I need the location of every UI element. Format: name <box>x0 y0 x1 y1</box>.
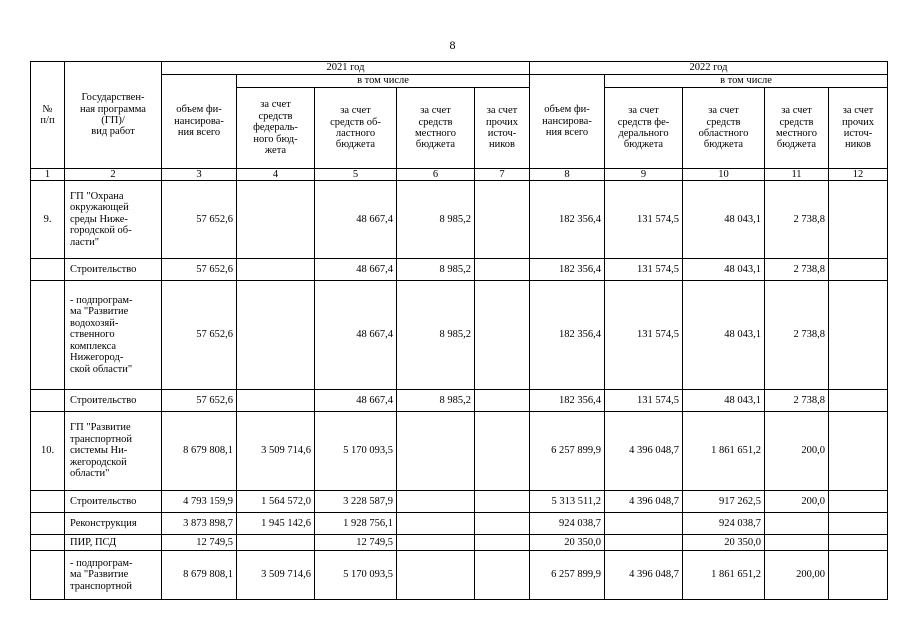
row-name: Строительство <box>65 491 162 513</box>
value-cell: 48 043,1 <box>683 281 765 390</box>
value-cell: 57 652,6 <box>162 181 237 259</box>
value-cell <box>475 259 530 281</box>
value-cell: 57 652,6 <box>162 390 237 412</box>
column-number: 2 <box>65 169 162 181</box>
value-cell: 2 738,8 <box>765 181 829 259</box>
row-name: ГП "Развитие транспортной системы Ни- жегородской области" <box>65 412 162 491</box>
table-row <box>31 535 888 551</box>
value-cell: 8 679 808,1 <box>162 551 237 600</box>
header-program: Государствен- ная программа (ГП)/ вид работ <box>65 62 162 169</box>
value-cell <box>829 181 888 259</box>
value-cell <box>397 551 475 600</box>
value-cell: 8 985,2 <box>397 281 475 390</box>
value-cell: 5 170 093,5 <box>315 551 397 600</box>
column-number: 4 <box>237 169 315 181</box>
value-cell: 2 738,8 <box>765 259 829 281</box>
value-cell <box>397 491 475 513</box>
value-cell: 6 257 899,9 <box>530 412 605 491</box>
value-cell <box>237 259 315 281</box>
value-cell <box>829 259 888 281</box>
column-number: 6 <box>397 169 475 181</box>
row-number <box>31 390 65 412</box>
value-cell: 6 257 899,9 <box>530 551 605 600</box>
header-num: № п/п <box>31 62 65 169</box>
header-2022-local: за счет средств местного бюджета <box>765 88 829 169</box>
header-2022-including: в том числе <box>605 75 888 88</box>
row-number <box>31 491 65 513</box>
value-cell: 3 509 714,6 <box>237 551 315 600</box>
row-number: 10. <box>31 412 65 491</box>
header-2021-including: в том числе <box>237 75 530 88</box>
value-cell: 131 574,5 <box>605 259 683 281</box>
value-cell: 4 396 048,7 <box>605 551 683 600</box>
value-cell: 3 873 898,7 <box>162 513 237 535</box>
value-cell <box>829 551 888 600</box>
value-cell <box>397 535 475 551</box>
value-cell <box>765 513 829 535</box>
column-number: 8 <box>530 169 605 181</box>
value-cell: 48 043,1 <box>683 259 765 281</box>
value-cell <box>605 535 683 551</box>
value-cell <box>475 390 530 412</box>
column-number: 11 <box>765 169 829 181</box>
value-cell: 200,0 <box>765 412 829 491</box>
column-number: 7 <box>475 169 530 181</box>
header-2022-total: объем фи- нансирова- ния всего <box>530 75 605 169</box>
value-cell: 200,00 <box>765 551 829 600</box>
row-name: Строительство <box>65 259 162 281</box>
value-cell <box>237 181 315 259</box>
value-cell: 182 356,4 <box>530 259 605 281</box>
value-cell: 2 738,8 <box>765 390 829 412</box>
header-2021-federal: за счет средств федераль- ного бюд- жета <box>237 88 315 169</box>
row-name: ГП "Охрана окружающей среды Ниже- городской об- ласти" <box>65 181 162 259</box>
value-cell: 200,0 <box>765 491 829 513</box>
value-cell: 917 262,5 <box>683 491 765 513</box>
value-cell: 5 313 511,2 <box>530 491 605 513</box>
row-name: Реконструкция <box>65 513 162 535</box>
table-row <box>31 513 888 535</box>
value-cell: 57 652,6 <box>162 281 237 390</box>
header-2022-other: за счет прочих источ- ников <box>829 88 888 169</box>
value-cell <box>237 390 315 412</box>
column-number: 10 <box>683 169 765 181</box>
column-number: 1 <box>31 169 65 181</box>
value-cell: 48 667,4 <box>315 390 397 412</box>
table-row <box>31 259 888 281</box>
header-2022-regional: за счет средств областного бюджета <box>683 88 765 169</box>
column-number: 3 <box>162 169 237 181</box>
value-cell: 4 793 159,9 <box>162 491 237 513</box>
value-cell <box>237 535 315 551</box>
value-cell: 1 945 142,6 <box>237 513 315 535</box>
value-cell: 8 985,2 <box>397 259 475 281</box>
value-cell <box>829 412 888 491</box>
value-cell: 5 170 093,5 <box>315 412 397 491</box>
column-number: 5 <box>315 169 397 181</box>
value-cell: 2 738,8 <box>765 281 829 390</box>
value-cell: 4 396 048,7 <box>605 412 683 491</box>
value-cell <box>475 281 530 390</box>
value-cell <box>475 181 530 259</box>
header-year-2021: 2021 год <box>162 62 530 75</box>
value-cell <box>765 535 829 551</box>
value-cell: 20 350,0 <box>530 535 605 551</box>
value-cell: 8 985,2 <box>397 181 475 259</box>
table-row <box>31 551 888 600</box>
value-cell: 1 928 756,1 <box>315 513 397 535</box>
row-number <box>31 535 65 551</box>
value-cell <box>475 513 530 535</box>
value-cell: 131 574,5 <box>605 281 683 390</box>
table-row <box>31 412 888 491</box>
value-cell <box>605 513 683 535</box>
row-number: 9. <box>31 181 65 259</box>
value-cell <box>829 491 888 513</box>
value-cell: 48 667,4 <box>315 259 397 281</box>
value-cell <box>475 412 530 491</box>
value-cell: 48 043,1 <box>683 390 765 412</box>
value-cell: 4 396 048,7 <box>605 491 683 513</box>
table-row <box>31 491 888 513</box>
row-number <box>31 281 65 390</box>
column-number: 9 <box>605 169 683 181</box>
value-cell: 131 574,5 <box>605 181 683 259</box>
header-year-2022: 2022 год <box>530 62 888 75</box>
value-cell: 182 356,4 <box>530 181 605 259</box>
value-cell <box>475 551 530 600</box>
header-2021-total: объем фи- нансирова- ния всего <box>162 75 237 169</box>
value-cell: 8 679 808,1 <box>162 412 237 491</box>
value-cell: 57 652,6 <box>162 259 237 281</box>
value-cell <box>475 491 530 513</box>
value-cell: 924 038,7 <box>530 513 605 535</box>
header-2021-local: за счет средств местного бюджета <box>397 88 475 169</box>
value-cell: 12 749,5 <box>315 535 397 551</box>
value-cell <box>475 535 530 551</box>
value-cell: 1 564 572,0 <box>237 491 315 513</box>
value-cell <box>829 535 888 551</box>
value-cell: 48 043,1 <box>683 181 765 259</box>
value-cell <box>829 281 888 390</box>
value-cell: 48 667,4 <box>315 281 397 390</box>
row-number <box>31 551 65 600</box>
value-cell: 20 350,0 <box>683 535 765 551</box>
value-cell: 48 667,4 <box>315 181 397 259</box>
row-number <box>31 513 65 535</box>
budget-table <box>30 61 888 600</box>
header-2021-regional: за счет средств об- ластного бюджета <box>315 88 397 169</box>
row-name: - подпрограм- ма "Развитие транспортной <box>65 551 162 600</box>
value-cell: 1 861 651,2 <box>683 551 765 600</box>
row-name: Строительство <box>65 390 162 412</box>
value-cell: 8 985,2 <box>397 390 475 412</box>
header-2022-federal: за счет средств фе- дерального бюджета <box>605 88 683 169</box>
table-row <box>31 181 888 259</box>
value-cell: 924 038,7 <box>683 513 765 535</box>
column-number: 12 <box>829 169 888 181</box>
table-row <box>31 281 888 390</box>
value-cell <box>829 513 888 535</box>
table-row <box>31 390 888 412</box>
value-cell: 12 749,5 <box>162 535 237 551</box>
value-cell <box>237 281 315 390</box>
value-cell: 3 228 587,9 <box>315 491 397 513</box>
row-name: ПИР, ПСД <box>65 535 162 551</box>
value-cell: 3 509 714,6 <box>237 412 315 491</box>
value-cell: 1 861 651,2 <box>683 412 765 491</box>
value-cell: 131 574,5 <box>605 390 683 412</box>
page-number: 8 <box>449 38 456 52</box>
row-number <box>31 259 65 281</box>
value-cell <box>397 513 475 535</box>
value-cell: 182 356,4 <box>530 390 605 412</box>
header-2021-other: за счет прочих источ- ников <box>475 88 530 169</box>
value-cell <box>397 412 475 491</box>
row-name: - подпрограм- ма "Развитие водохозяй- ственного комплекса Нижегород- ской области" <box>65 281 162 390</box>
value-cell: 182 356,4 <box>530 281 605 390</box>
value-cell <box>829 390 888 412</box>
